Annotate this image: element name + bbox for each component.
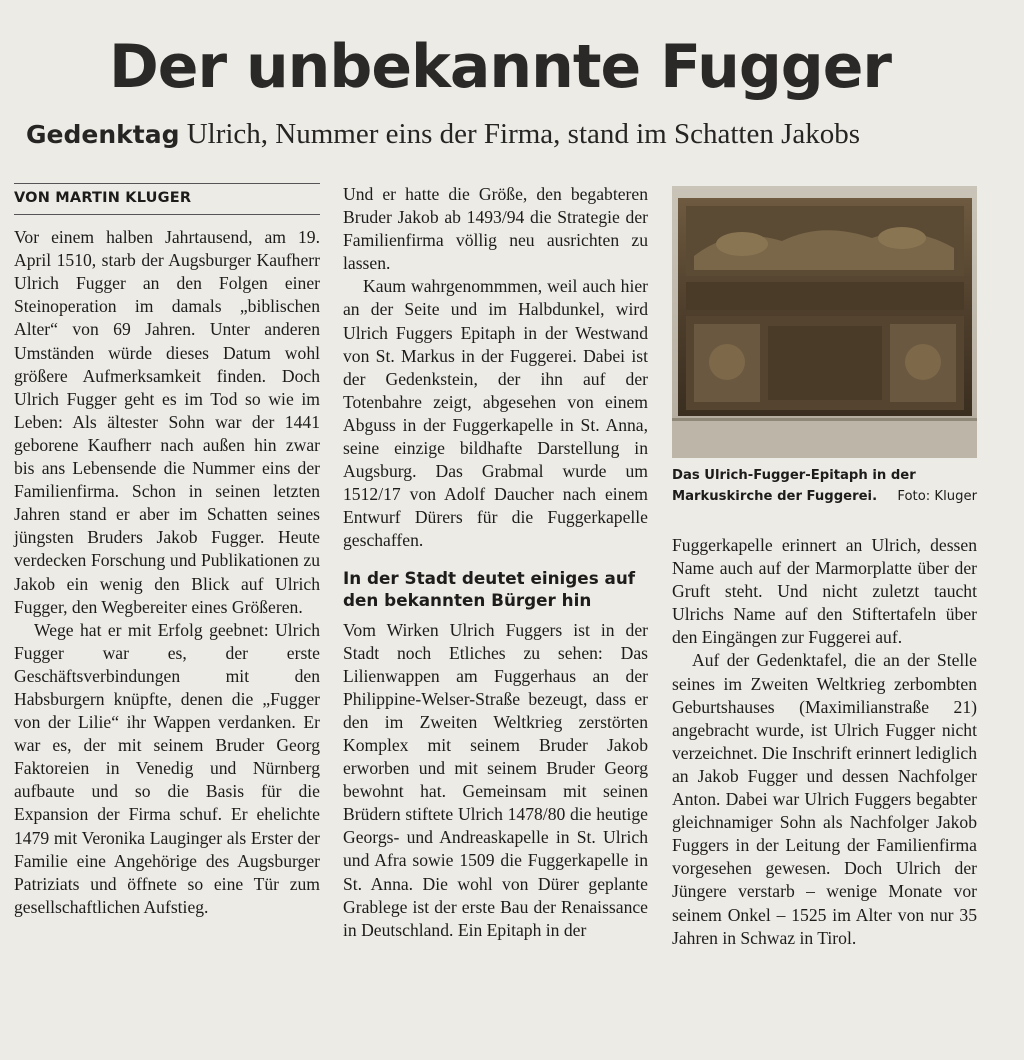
article-column-1 — [14, 183, 320, 919]
caption-text: Das Ulrich-Fugger-Epitaph in der Markuskirche der Fuggerei. — [672, 468, 916, 504]
photo-caption — [672, 465, 977, 507]
epitaph-photo — [672, 186, 977, 458]
subhead-text: Ulrich, Nummer eins der Firma, stand im Schatten Jakobs — [186, 118, 861, 150]
paragraph: Vom Wirken Ulrich Fuggers ist in der Stadt noch Etliches zu sehen: Das Lilienwappen am Fuggerhaus an der Philippine-Welser-Straße bezeugt, dass er den im Zweiten Weltkrieg zerstörten Komplex mit seinem Bruder Jakob erworben und mit seinem Bruder Georg bewohnt hat. Gemeinsam mit seinen Brüdern stiftete Ulrich 1478/80 die heutige Georgs- und Andreaskapelle in St. Ulrich und Afra sowie 1509 die Fuggerkapelle in St. Anna. Die wohl von Dürer geplante Grablege ist der erste Bau der Renaissance in Deutschland. Ein Epitaph in der — [343, 619, 648, 940]
subheadline — [26, 118, 996, 151]
headline: Der unbekannte Fugger — [108, 32, 892, 102]
paragraph: Kaum wahrgenommmen, weil auch hier an der Seite und im Halbdunkel, wird Ulrich Fuggers Epitaph in der Westwand von St. Markus in der Fuggerei. Dabei ist der Gedenkstein, der ihn auf der Totenbahre zeigt, abgesehen von einem Abguss in der Fuggerkapelle in St. Anna, seine einzige bildhafte Darstellung in Augsburg. Das Grabmal wurde um 1512/17 von Adolf Daucher nach einem Entwurf Dürers für die Fuggerkapelle geschaffen. — [343, 276, 648, 551]
article-column-3 — [672, 534, 977, 950]
photo-credit: Foto: Kluger — [897, 489, 977, 504]
byline: VON MARTIN KLUGER — [14, 183, 320, 215]
paragraph: Wege hat er mit Erfolg geebnet: Ulrich Fugger war es, der erste Geschäftsverbindungen mit den Habsburgern knüpfte, denen die „Fugger von der Lilie“ ihr Wappen verdanken. Er war es, der mit seinem Bruder Georg Faktoreien in Venedig und Nürnberg aufbaute und so die Basis für die Expansion der Firma schuf. Er ehelichte 1479 mit Veronika Lauginger als Erster der Familie eine Angehörige des Augsburger Patriziats und öffnete so eine Tür zum gesellschaftlichen Aufstieg. — [14, 619, 320, 917]
article-column-2 — [343, 183, 648, 942]
section-heading: In der Stadt deutet einiges auf den bekannten Bürger hin — [343, 567, 636, 610]
subhead-kicker: Gedenktag — [26, 120, 180, 149]
paragraph: Fuggerkapelle erinnert an Ulrich, dessen Name auch auf der Marmorplatte über der Gruft steht. Und nicht zuletzt taucht Ulrichs Name auf den Stiftertafeln über den Eingängen zur Fuggerei auf. — [672, 535, 977, 648]
paragraph: Und er hatte die Größe, den begabteren Bruder Jakob ab 1493/94 die Strategie der Familienfirma völlig neu ausrichten zu lassen. — [343, 184, 648, 274]
paragraph: Vor einem halben Jahrtausend, am 19. April 1510, starb der Augsburger Kaufherr Ulrich Fugger an den Folgen einer Steinoperation im damals „biblischen Alter“ von 69 Jahren. Unter anderen Umständen würde dieses Datum wohl größere Aufmerksamkeit finden. Doch Ulrich Fugger geht es im Tod so wie im Leben: Als ältester Sohn war der 1441 geborene Kaufherr nach außen hin zwar bis ans Lebensende die Nummer eins der Familienfirma. Schon in seinen letzten Jahren stand er aber im Schatten seines jüngsten Bruders Jakob Fugger. Heute verdecken Forschung und Publikationen zu Jakob ein wenig den Blick auf Ulrich Fugger, den Wegbereiter eines Größeren. — [14, 227, 320, 617]
paragraph: Auf der Gedenktafel, die an der Stelle seines im Zweiten Weltkrieg zerbombten Geburtshauses (Maximilianstraße 21) angebracht wurde, ist Ulrich Fugger nicht verzeichnet. Die Inschrift erinnert lediglich an Jakob Fugger und dessen Nachfolger Anton. Dabei war Ulrich Fuggers begabter gleichnamiger Sohn als Nachfolger Jakob Fuggers in der Leitung der Familienfirma vorgesehen gewesen. Doch Ulrich der Jüngere verstarb – wenige Monate vor seinem Onkel – 1525 im Alter von nur 35 Jahren in Schwaz in Tirol. — [672, 650, 977, 948]
